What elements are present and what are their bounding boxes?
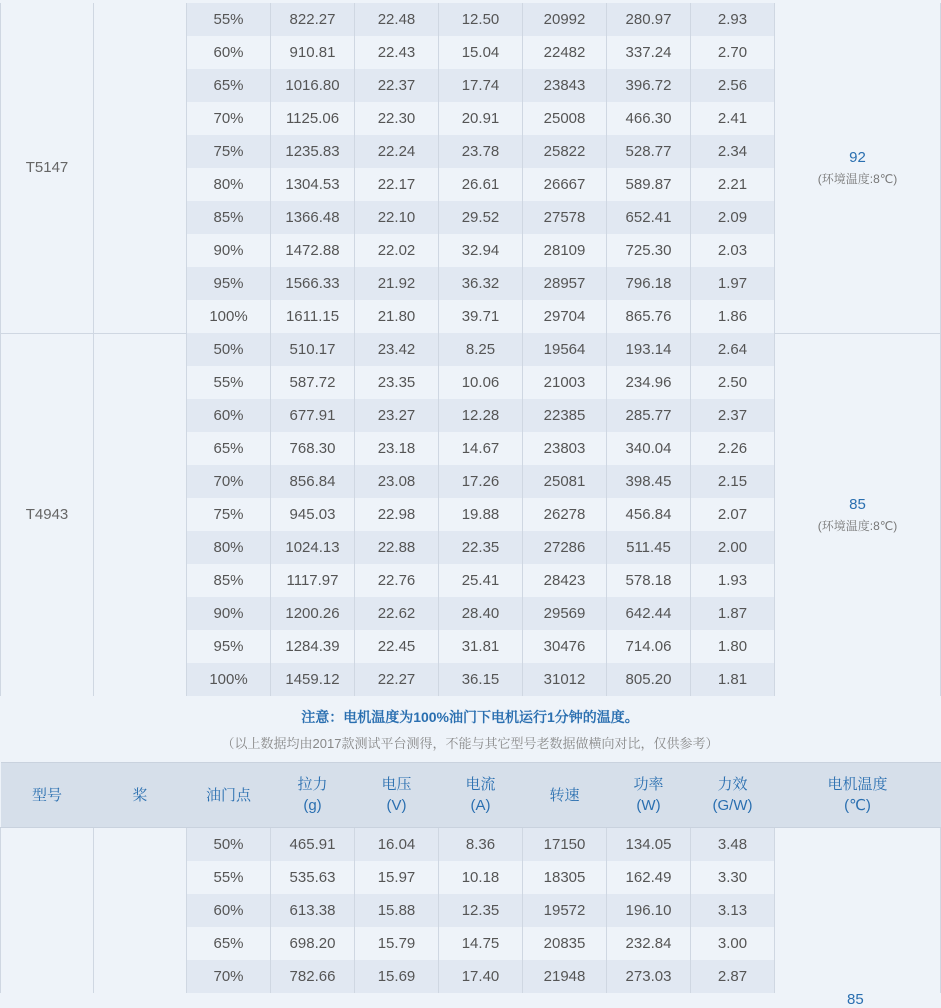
motor-temp-cell	[775, 333, 941, 696]
note-table	[0, 696, 940, 762]
data-cell: 677.91	[271, 399, 355, 432]
header-label: 油门点	[205, 786, 251, 804]
data-cell: 22.37	[355, 69, 439, 102]
data-cell: 23.18	[355, 432, 439, 465]
data-cell: 1117.97	[271, 564, 355, 597]
data-cell: 70%	[187, 960, 271, 993]
data-cell: 510.17	[271, 333, 355, 366]
column-header	[355, 763, 439, 828]
header-label: 转速	[549, 786, 580, 804]
data-cell: 75%	[187, 135, 271, 168]
data-cell: 15.97	[355, 861, 439, 894]
data-cell: 2.07	[691, 498, 775, 531]
prop-cell	[94, 828, 187, 994]
data-cell: 15.69	[355, 960, 439, 993]
data-cell: 17150	[523, 828, 607, 862]
data-cell: 16.04	[355, 828, 439, 862]
column-header	[775, 763, 941, 828]
data-cell: 589.87	[607, 168, 691, 201]
data-cell: 55%	[187, 366, 271, 399]
data-cell: 14.75	[439, 927, 523, 960]
data-cell: 1125.06	[271, 102, 355, 135]
data-cell: 134.05	[607, 828, 691, 862]
data-cell: 50%	[187, 333, 271, 366]
data-cell: 945.03	[271, 498, 355, 531]
data-cell: 23803	[523, 432, 607, 465]
data-cell: 12.50	[439, 3, 523, 36]
data-cell: 12.35	[439, 894, 523, 927]
data-cell: 768.30	[271, 432, 355, 465]
data-cell: 528.77	[607, 135, 691, 168]
data-cell: 23.42	[355, 333, 439, 366]
data-cell: 19572	[523, 894, 607, 927]
header-label: 型号	[31, 786, 62, 804]
data-cell: 32.94	[439, 234, 523, 267]
header-unit: (W)	[636, 797, 661, 814]
data-cell: 22.43	[355, 36, 439, 69]
data-cell: 22.27	[355, 663, 439, 696]
table-row	[1, 333, 941, 366]
data-cell: 822.27	[271, 3, 355, 36]
data-cell: 21.80	[355, 300, 439, 333]
data-cell: 1235.83	[271, 135, 355, 168]
data-cell: 337.24	[607, 36, 691, 69]
data-cell: 2.50	[691, 366, 775, 399]
data-cell: 17.26	[439, 465, 523, 498]
data-cell: 55%	[187, 861, 271, 894]
data-cell: 22.30	[355, 102, 439, 135]
note-cell	[0, 696, 940, 762]
column-header	[691, 763, 775, 828]
model-cell: T4943	[1, 333, 94, 696]
data-cell: 1.81	[691, 663, 775, 696]
data-cell: 193.14	[607, 333, 691, 366]
data-cell: 21948	[523, 960, 607, 993]
note-main: 注意：电机温度为100%油门下电机运行1分钟的温度。	[301, 708, 639, 725]
data-cell: 95%	[187, 267, 271, 300]
data-cell: 20992	[523, 3, 607, 36]
data-cell: 1611.15	[271, 300, 355, 333]
data-cell: 613.38	[271, 894, 355, 927]
data-cell: 22.35	[439, 531, 523, 564]
data-cell: 28.40	[439, 597, 523, 630]
table-row	[1, 828, 941, 862]
data-cell: 22385	[523, 399, 607, 432]
data-cell: 1.97	[691, 267, 775, 300]
data-cell: 1200.26	[271, 597, 355, 630]
data-cell: 2.37	[691, 399, 775, 432]
motor-temp-cell	[775, 828, 941, 994]
data-cell: 2.93	[691, 3, 775, 36]
data-cell: 1366.48	[271, 201, 355, 234]
data-cell: 2.26	[691, 432, 775, 465]
data-cell: 60%	[187, 399, 271, 432]
data-cell: 31.81	[439, 630, 523, 663]
data-cell: 466.30	[607, 102, 691, 135]
data-cell: 26667	[523, 168, 607, 201]
data-cell: 19.88	[439, 498, 523, 531]
data-cell: 234.96	[607, 366, 691, 399]
header-unit: (℃)	[844, 797, 871, 814]
data-cell: 796.18	[607, 267, 691, 300]
data-cell: 25.41	[439, 564, 523, 597]
data-cell: 2.87	[691, 960, 775, 993]
page	[0, 3, 940, 1008]
data-cell: 85%	[187, 201, 271, 234]
data-cell: 31012	[523, 663, 607, 696]
data-cell: 21.92	[355, 267, 439, 300]
data-cell: 10.18	[439, 861, 523, 894]
data-cell: 23843	[523, 69, 607, 102]
data-cell: 39.71	[439, 300, 523, 333]
data-cell: 22.48	[355, 3, 439, 36]
data-cell: 15.79	[355, 927, 439, 960]
data-cell: 75%	[187, 498, 271, 531]
data-cell: 273.03	[607, 960, 691, 993]
data-cell: 80%	[187, 531, 271, 564]
data-cell: 28109	[523, 234, 607, 267]
data-cell: 1304.53	[271, 168, 355, 201]
column-header	[271, 763, 355, 828]
data-cell: 1.87	[691, 597, 775, 630]
data-cell: 805.20	[607, 663, 691, 696]
data-cell: 535.63	[271, 861, 355, 894]
data-cell: 28423	[523, 564, 607, 597]
data-cell: 714.06	[607, 630, 691, 663]
note-sub: （以上数据均由2017款测试平台测得，不能与其它型号老数据做横向对比，仅供参考）	[221, 735, 719, 751]
data-cell: 2.21	[691, 168, 775, 201]
data-cell: 725.30	[607, 234, 691, 267]
data-cell: 398.45	[607, 465, 691, 498]
header-unit: (g)	[303, 797, 322, 814]
motor-temp-value: 92	[849, 148, 866, 166]
data-cell: 36.15	[439, 663, 523, 696]
results-table-top	[0, 3, 941, 696]
data-cell: 28957	[523, 267, 607, 300]
column-header	[94, 763, 187, 828]
data-cell: 25081	[523, 465, 607, 498]
data-cell: 3.00	[691, 927, 775, 960]
data-cell: 10.06	[439, 366, 523, 399]
data-cell: 90%	[187, 234, 271, 267]
data-cell: 65%	[187, 69, 271, 102]
data-cell: 1.80	[691, 630, 775, 663]
data-cell: 8.36	[439, 828, 523, 862]
header-label: 电机温度	[827, 776, 888, 793]
data-cell: 2.34	[691, 135, 775, 168]
header-label: 功率	[633, 776, 664, 793]
header-unit: (A)	[470, 797, 491, 814]
header-label: 拉力	[297, 776, 328, 793]
data-cell: 23.08	[355, 465, 439, 498]
data-cell: 70%	[187, 465, 271, 498]
data-cell: 1.86	[691, 300, 775, 333]
data-cell: 652.41	[607, 201, 691, 234]
header-label: 力效	[717, 776, 748, 793]
data-cell: 396.72	[607, 69, 691, 102]
data-cell: 55%	[187, 3, 271, 36]
column-header	[1, 763, 94, 828]
header-label: 电压	[381, 776, 412, 793]
data-cell: 100%	[187, 663, 271, 696]
data-cell: 100%	[187, 300, 271, 333]
ambient-temp-note: (环境温度:8℃)	[817, 518, 898, 533]
data-cell: 60%	[187, 894, 271, 927]
data-cell: 65%	[187, 927, 271, 960]
data-cell: 17.74	[439, 69, 523, 102]
data-cell: 27578	[523, 201, 607, 234]
group3-temp: 85	[847, 991, 864, 1008]
data-cell: 1284.39	[271, 630, 355, 663]
data-cell: 698.20	[271, 927, 355, 960]
table-row	[1, 3, 941, 36]
data-cell: 22.24	[355, 135, 439, 168]
data-cell: 856.84	[271, 465, 355, 498]
data-cell: 2.15	[691, 465, 775, 498]
data-cell: 29.52	[439, 201, 523, 234]
motor-temp-value: 85	[849, 495, 866, 513]
data-cell: 65%	[187, 432, 271, 465]
data-cell: 22.88	[355, 531, 439, 564]
data-cell: 22.98	[355, 498, 439, 531]
data-cell: 17.40	[439, 960, 523, 993]
data-cell: 23.35	[355, 366, 439, 399]
column-header	[439, 763, 523, 828]
data-cell: 1016.80	[271, 69, 355, 102]
model-cell: T5147	[1, 3, 94, 333]
data-cell: 8.25	[439, 333, 523, 366]
data-cell: 2.09	[691, 201, 775, 234]
data-cell: 1459.12	[271, 663, 355, 696]
data-cell: 22.76	[355, 564, 439, 597]
data-cell: 90%	[187, 597, 271, 630]
data-cell: 36.32	[439, 267, 523, 300]
data-cell: 910.81	[271, 36, 355, 69]
data-cell: 2.03	[691, 234, 775, 267]
data-cell: 465.91	[271, 828, 355, 862]
data-cell: 21003	[523, 366, 607, 399]
data-cell: 30476	[523, 630, 607, 663]
data-cell: 285.77	[607, 399, 691, 432]
column-header	[607, 763, 691, 828]
data-cell: 232.84	[607, 927, 691, 960]
data-cell: 18305	[523, 861, 607, 894]
data-cell: 1024.13	[271, 531, 355, 564]
data-cell: 27286	[523, 531, 607, 564]
data-cell: 196.10	[607, 894, 691, 927]
column-header	[523, 763, 607, 828]
data-cell: 1472.88	[271, 234, 355, 267]
data-cell: 29704	[523, 300, 607, 333]
data-cell: 578.18	[607, 564, 691, 597]
data-cell: 20.91	[439, 102, 523, 135]
data-cell: 22.10	[355, 201, 439, 234]
ambient-temp-note: (环境温度:8℃)	[817, 171, 898, 186]
data-cell: 25822	[523, 135, 607, 168]
data-cell: 60%	[187, 36, 271, 69]
data-cell: 2.00	[691, 531, 775, 564]
data-cell: 23.27	[355, 399, 439, 432]
data-cell: 22482	[523, 36, 607, 69]
data-cell: 2.56	[691, 69, 775, 102]
data-cell: 782.66	[271, 960, 355, 993]
data-cell: 162.49	[607, 861, 691, 894]
data-cell: 80%	[187, 168, 271, 201]
data-cell: 15.88	[355, 894, 439, 927]
header-unit: (V)	[386, 797, 407, 814]
data-cell: 642.44	[607, 597, 691, 630]
data-cell: 340.04	[607, 432, 691, 465]
data-cell: 19564	[523, 333, 607, 366]
data-cell: 15.04	[439, 36, 523, 69]
model-cell	[1, 828, 94, 994]
data-cell: 14.67	[439, 432, 523, 465]
column-header	[187, 763, 271, 828]
data-cell: 95%	[187, 630, 271, 663]
data-cell: 85%	[187, 564, 271, 597]
header-label: 桨	[132, 786, 148, 804]
data-cell: 26278	[523, 498, 607, 531]
data-cell: 22.17	[355, 168, 439, 201]
data-cell: 587.72	[271, 366, 355, 399]
data-cell: 2.64	[691, 333, 775, 366]
prop-cell	[94, 3, 187, 333]
data-cell: 3.30	[691, 861, 775, 894]
data-cell: 23.78	[439, 135, 523, 168]
data-cell: 20835	[523, 927, 607, 960]
data-cell: 25008	[523, 102, 607, 135]
data-cell: 29569	[523, 597, 607, 630]
results-table-bottom	[0, 762, 941, 993]
data-cell: 511.45	[607, 531, 691, 564]
data-cell: 70%	[187, 102, 271, 135]
header-label: 电流	[465, 776, 496, 793]
data-cell: 12.28	[439, 399, 523, 432]
data-cell: 2.70	[691, 36, 775, 69]
data-cell: 865.76	[607, 300, 691, 333]
data-cell: 22.45	[355, 630, 439, 663]
header-row	[1, 763, 941, 828]
data-cell: 2.41	[691, 102, 775, 135]
data-cell: 50%	[187, 828, 271, 862]
data-cell: 1566.33	[271, 267, 355, 300]
data-cell: 3.13	[691, 894, 775, 927]
data-cell: 456.84	[607, 498, 691, 531]
motor-temp-cell	[775, 3, 941, 333]
data-cell: 280.97	[607, 3, 691, 36]
data-cell: 22.62	[355, 597, 439, 630]
data-cell: 3.48	[691, 828, 775, 862]
prop-cell	[94, 333, 187, 696]
header-unit: (G/W)	[712, 797, 753, 814]
data-cell: 1.93	[691, 564, 775, 597]
data-cell: 26.61	[439, 168, 523, 201]
data-cell: 22.02	[355, 234, 439, 267]
